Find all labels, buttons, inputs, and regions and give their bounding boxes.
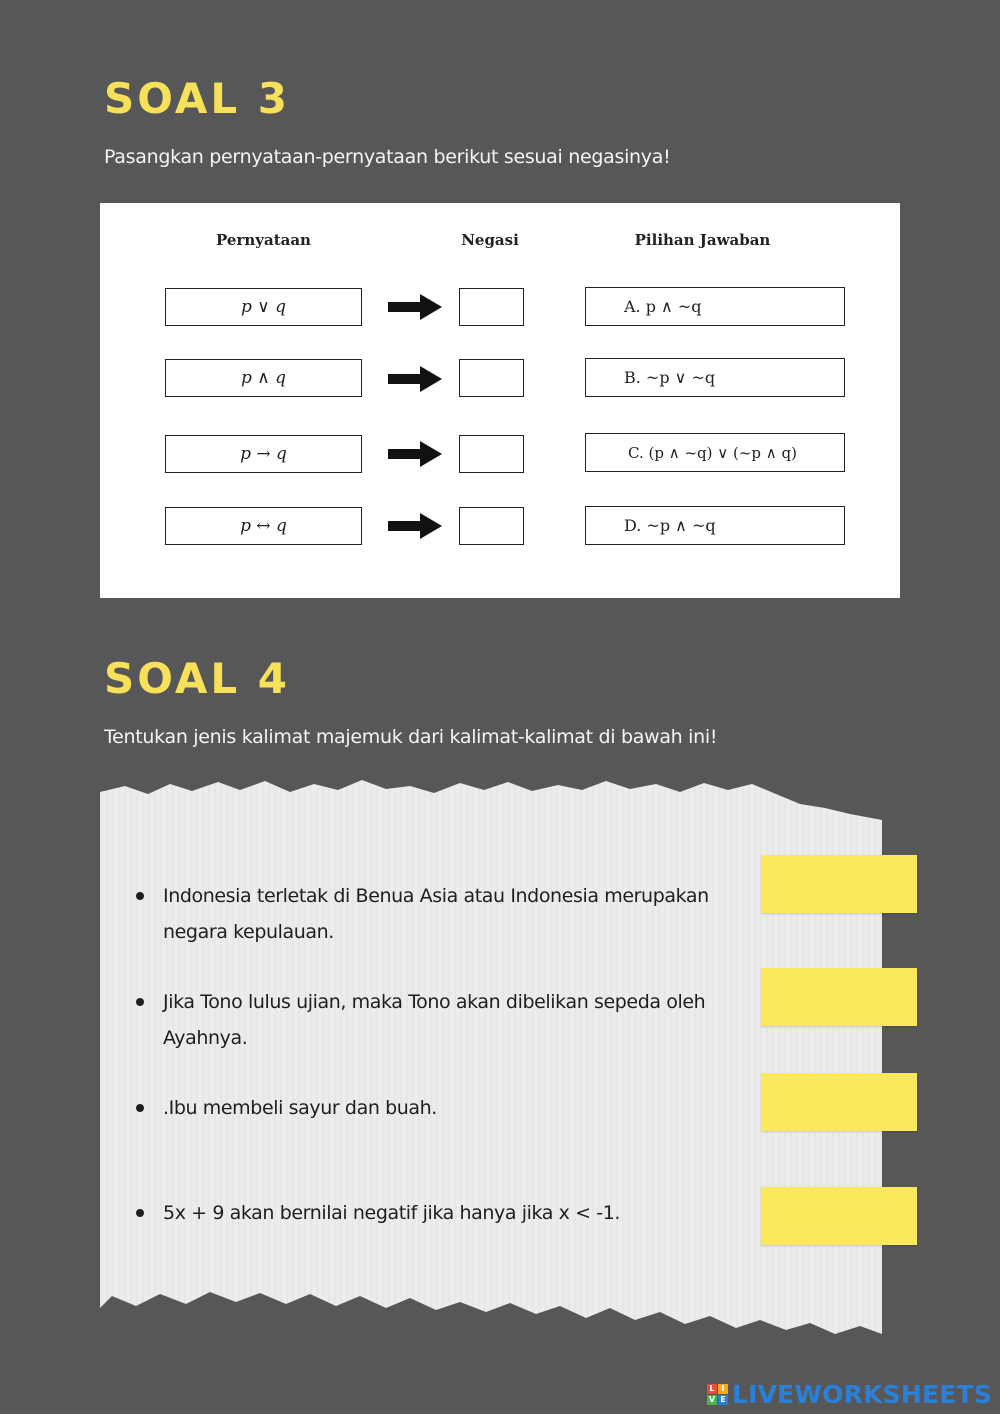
negation-answer-2[interactable]: [459, 359, 524, 397]
arrow-right-icon: [388, 441, 442, 467]
bullet-icon: [136, 892, 144, 900]
matching-table: [100, 203, 900, 598]
bullet-icon: [136, 998, 144, 1006]
header-options: Pilihan Jawaban: [634, 231, 771, 249]
answer-field-4[interactable]: [761, 1187, 917, 1245]
list-item: [136, 878, 716, 950]
statement-2: p ∧ q: [165, 359, 362, 397]
logo-letter: E: [718, 1395, 728, 1405]
liveworksheets-watermark: [707, 1380, 992, 1409]
statement-4: p ↔ q: [165, 507, 362, 545]
soal-3-instruction: Pasangkan pernyataan-pernyataan berikut sesuai negasinya!: [104, 146, 671, 168]
watermark-text: LIVEWORKSHEETS: [731, 1380, 992, 1409]
soal-4-title: SOAL 4: [104, 654, 290, 703]
sentence-3: .Ibu membeli sayur dan buah.: [163, 1097, 437, 1119]
sentence-1: Indonesia terletak di Benua Asia atau Indonesia merupakan negara kepulauan.: [163, 885, 709, 943]
negation-answer-1[interactable]: [459, 288, 524, 326]
list-item: [136, 1195, 716, 1231]
sentence-2: Jika Tono lulus ujian, maka Tono akan dibelikan sepeda oleh Ayahnya.: [163, 991, 706, 1049]
logo-letter: L: [707, 1384, 717, 1394]
bullet-icon: [136, 1104, 144, 1112]
arrow-right-icon: [388, 513, 442, 539]
sentence-4: 5x + 9 akan bernilai negatif jika hanya jika x < -1.: [163, 1202, 621, 1224]
arrow-right-icon: [388, 294, 442, 320]
arrow-right-icon: [388, 366, 442, 392]
option-b: B. ~p ∨ ~q: [585, 358, 845, 397]
header-statement: Pernyataan: [216, 231, 311, 249]
header-negation: Negasi: [461, 231, 519, 249]
list-item: [136, 984, 716, 1056]
answer-field-2[interactable]: [761, 968, 917, 1026]
negation-answer-4[interactable]: [459, 507, 524, 545]
option-c: C. (p ∧ ~q) ∨ (~p ∧ q): [585, 433, 845, 472]
liveworksheets-logo-icon: [707, 1384, 728, 1405]
soal-3-title: SOAL 3: [104, 74, 290, 123]
option-d: D. ~p ∧ ~q: [585, 506, 845, 545]
list-item: [136, 1090, 716, 1126]
bullet-icon: [136, 1209, 144, 1217]
logo-letter: I: [718, 1384, 728, 1394]
negation-answer-3[interactable]: [459, 435, 524, 473]
logo-letter: V: [708, 1395, 716, 1404]
option-a: A. p ∧ ~q: [585, 287, 845, 326]
answer-field-1[interactable]: [761, 855, 917, 913]
statement-3: p → q: [165, 435, 362, 473]
statement-1: p ∨ q: [165, 288, 362, 326]
soal-4-instruction: Tentukan jenis kalimat majemuk dari kalimat-kalimat di bawah ini!: [104, 726, 718, 748]
answer-field-3[interactable]: [761, 1073, 917, 1131]
